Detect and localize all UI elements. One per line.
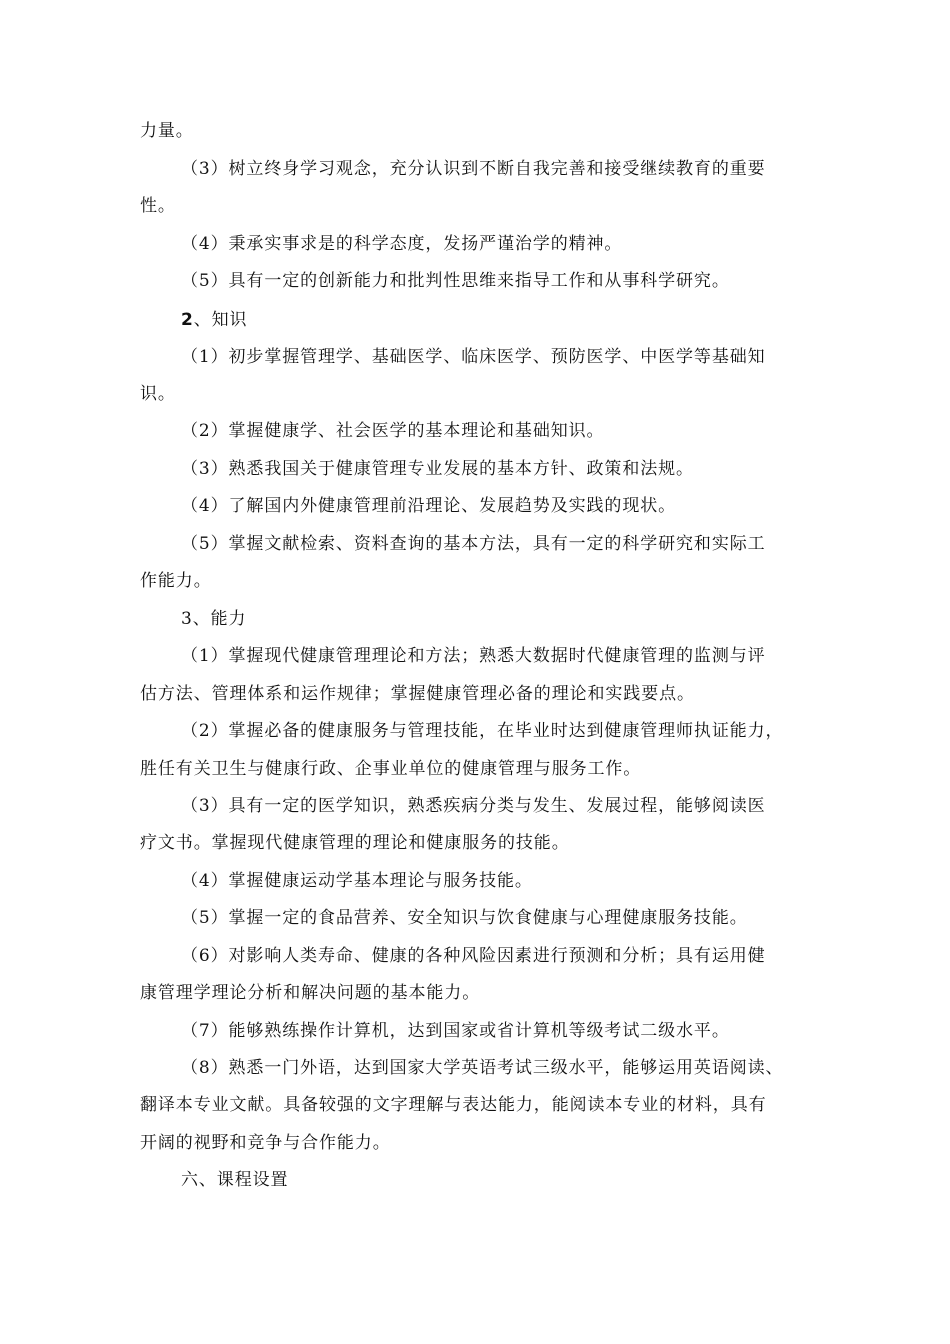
- text-line: （3）具有一定的医学知识，熟悉疾病分类与发生、发展过程，能够阅读医: [181, 796, 766, 816]
- text-line: 疗文书。掌握现代健康管理的理论和健康服务的技能。: [140, 833, 570, 853]
- text-line: （1）掌握现代健康管理理论和方法；熟悉大数据时代健康管理的监测与评: [181, 646, 766, 666]
- section-heading-curriculum: 六、课程设置: [181, 1170, 289, 1190]
- text-line: 作能力。: [140, 571, 212, 591]
- text-line: （5）掌握一定的食品营养、安全知识与饮食健康与心理健康服务技能。: [181, 908, 748, 928]
- text-line: （6）对影响人类寿命、健康的各种风险因素进行预测和分析；具有运用健: [181, 946, 766, 966]
- text-line: （4）掌握健康运动学基本理论与服务技能。: [181, 871, 533, 891]
- text-line: 力量。: [140, 121, 194, 141]
- text-line: （4）了解国内外健康管理前沿理论、发展趋势及实践的现状。: [181, 496, 677, 516]
- text-line: （7）能够熟练操作计算机，达到国家或省计算机等级考试二级水平。: [181, 1021, 730, 1041]
- text-line: （5）具有一定的创新能力和批判性思维来指导工作和从事科学研究。: [181, 271, 730, 291]
- text-line: （2）掌握健康学、社会医学的基本理论和基础知识。: [181, 421, 605, 441]
- text-line: 翻译本专业文献。具备较强的文字理解与表达能力，能阅读本专业的材料，具有: [140, 1095, 767, 1115]
- section-heading-ability: 3、能力: [181, 609, 247, 629]
- text-line: 识。: [140, 384, 176, 404]
- text-line: （5）掌握文献检索、资料查询的基本方法，具有一定的科学研究和实际工: [181, 534, 766, 554]
- text-line: （4）秉承实事求是的科学态度，发扬严谨治学的精神。: [181, 234, 623, 254]
- section-heading-knowledge: 2、知识: [181, 310, 248, 330]
- text-line: （2）掌握必备的健康服务与管理技能，在毕业时达到健康管理师执证能力，: [181, 721, 784, 741]
- text-line: 康管理学理论分析和解决问题的基本能力。: [140, 983, 481, 1003]
- text-line: 开阔的视野和竞争与合作能力。: [140, 1133, 391, 1153]
- text-line: 性。: [140, 196, 176, 216]
- text-line: （3）树立终身学习观念，充分认识到不断自我完善和接受继续教育的重要: [181, 159, 766, 179]
- text-line: 胜任有关卫生与健康行政、企事业单位的健康管理与服务工作。: [140, 759, 642, 779]
- text-line: （8）熟悉一门外语，达到国家大学英语考试三级水平，能够运用英语阅读、: [181, 1058, 784, 1078]
- text-line: 估方法、管理体系和运作规律；掌握健康管理必备的理论和实践要点。: [140, 684, 695, 704]
- text-line: （3）熟悉我国关于健康管理专业发展的基本方针、政策和法规。: [181, 459, 694, 479]
- text-line: （1）初步掌握管理学、基础医学、临床医学、预防医学、中医学等基础知: [181, 347, 766, 367]
